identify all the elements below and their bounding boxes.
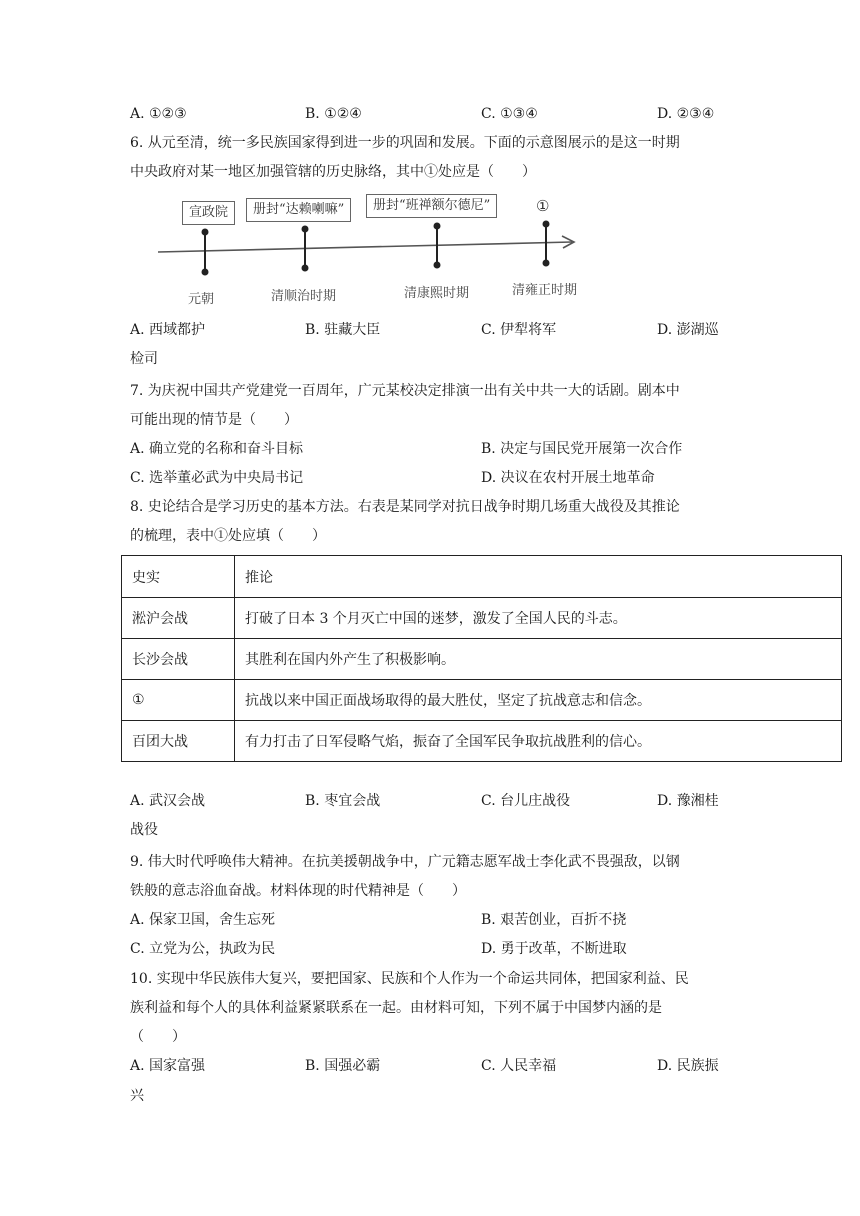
table-row	[122, 721, 842, 762]
q10-stem-line2: 族利益和每个人的具体利益紧紧联系在一起。由材料可知，下列不属于中国梦内涵的是	[130, 1000, 662, 1016]
q8-option-a: A. 武汉会战	[130, 793, 206, 809]
table-cell-inference: 打破了日本 3 个月灭亡中国的迷梦，激发了全国人民的斗志。	[235, 598, 842, 639]
table-cell-inference: 抗战以来中国正面战场取得的最大胜仗，坚定了抗战意志和信念。	[235, 680, 842, 721]
q7-stem-line1: 7. 为庆祝中国共产党建党一百周年，广元某校决定排演一出有关中共一大的话剧。剧本中	[130, 383, 680, 399]
q10-option-c: C. 人民幸福	[481, 1058, 557, 1074]
q8-option-b: B. 枣宜会战	[305, 793, 381, 809]
table-cell-inference: 有力打击了日军侵略气焰，振奋了全国军民争取抗战胜利的信心。	[235, 721, 842, 762]
q6-option-d: D. 澎湖巡	[657, 322, 719, 338]
q8-option-d: D. 豫湘桂	[657, 793, 719, 809]
timeline-period-1: 元朝	[188, 292, 215, 307]
q9-option-b: B. 艰苦创业，百折不挠	[481, 912, 627, 928]
table-cell-fact: 淞沪会战	[122, 598, 235, 639]
q9-stem-line1: 9. 伟大时代呼唤伟大精神。在抗美援朝战争中，广元籍志愿军战士李化武不畏强敌，以钢	[130, 854, 680, 870]
table-cell-fact: 长沙会战	[122, 639, 235, 680]
q5-option-b: B. ①②④	[305, 106, 362, 122]
q9-option-c: C. 立党为公，执政为民	[130, 941, 276, 957]
table-cell-fact: ①	[122, 680, 235, 721]
q8-stem-line2: 的梳理，表中①处应填（ ）	[130, 528, 326, 544]
q8-stem-line1: 8. 史论结合是学习历史的基本方法。右表是某同学对抗日战争时期几场重大战役及其推论	[130, 499, 680, 515]
table-row	[122, 639, 842, 680]
table-row	[122, 598, 842, 639]
timeline-diagram	[150, 188, 590, 310]
timeline-event-box-2: 册封“达赖喇嘛”	[246, 198, 351, 222]
q7-option-d: D. 决议在农村开展土地革命	[481, 470, 655, 486]
q10-option-b: B. 国强必霸	[305, 1058, 381, 1074]
table-header-row	[122, 556, 842, 598]
q10-stem-line1: 10. 实现中华民族伟大复兴，要把国家、民族和个人作为一个命运共同体，把国家利益、民	[130, 971, 689, 987]
q6-option-a: A. 西域都护	[130, 322, 206, 338]
timeline-event-box-3: 册封“班禅额尔德尼”	[366, 194, 497, 218]
q7-option-c: C. 选举董必武为中央局书记	[130, 470, 304, 486]
q7-option-a: A. 确立党的名称和奋斗目标	[130, 441, 304, 457]
q7-option-b: B. 决定与国民党开展第一次合作	[481, 441, 683, 457]
q9-stem-line2: 铁般的意志浴血奋战。材料体现的时代精神是（ ）	[130, 883, 466, 899]
q6-stem-line1: 6. 从元至清，统一多民族国家得到进一步的巩固和发展。下面的示意图展示的是这一时期	[130, 135, 680, 151]
q9-option-d: D. 勇于改革，不断进取	[481, 941, 627, 957]
q9-option-a: A. 保家卫国，舍生忘死	[130, 912, 276, 928]
q10-option-d: D. 民族振	[657, 1058, 719, 1074]
q7-stem-line2: 可能出现的情节是（ ）	[130, 412, 298, 428]
timeline-event-box-1: 宣政院	[182, 201, 235, 225]
timeline-event-marker-4: ①	[536, 197, 550, 215]
q8-option-c: C. 台儿庄战役	[481, 793, 571, 809]
table-cell-inference: 其胜利在国内外产生了积极影响。	[235, 639, 842, 680]
timeline-period-4: 清雍正时期	[512, 283, 578, 298]
battle-table	[121, 555, 842, 762]
q8-option-d-wrap: 战役	[130, 822, 158, 838]
timeline-period-3: 清康熙时期	[404, 286, 470, 301]
q5-option-d: D. ②③④	[657, 106, 715, 122]
q5-option-a: A. ①②③	[130, 106, 187, 122]
table-header-cell: 史实	[122, 556, 235, 598]
q6-stem-line2: 中央政府对某一地区加强管辖的历史脉络，其中①处应是（ ）	[130, 164, 536, 180]
q6-option-c: C. 伊犁将军	[481, 322, 557, 338]
timeline-period-2: 清顺治时期	[271, 289, 337, 304]
table-cell-fact: 百团大战	[122, 721, 235, 762]
q10-stem-line3: （ ）	[130, 1029, 186, 1045]
table-row	[122, 680, 842, 721]
q5-option-c: C. ①③④	[481, 106, 538, 122]
table-header-cell: 推论	[235, 556, 842, 598]
q6-option-d-wrap: 检司	[130, 351, 158, 367]
q10-option-d-wrap: 兴	[130, 1088, 144, 1104]
q6-option-b: B. 驻藏大臣	[305, 322, 381, 338]
q10-option-a: A. 国家富强	[130, 1058, 206, 1074]
